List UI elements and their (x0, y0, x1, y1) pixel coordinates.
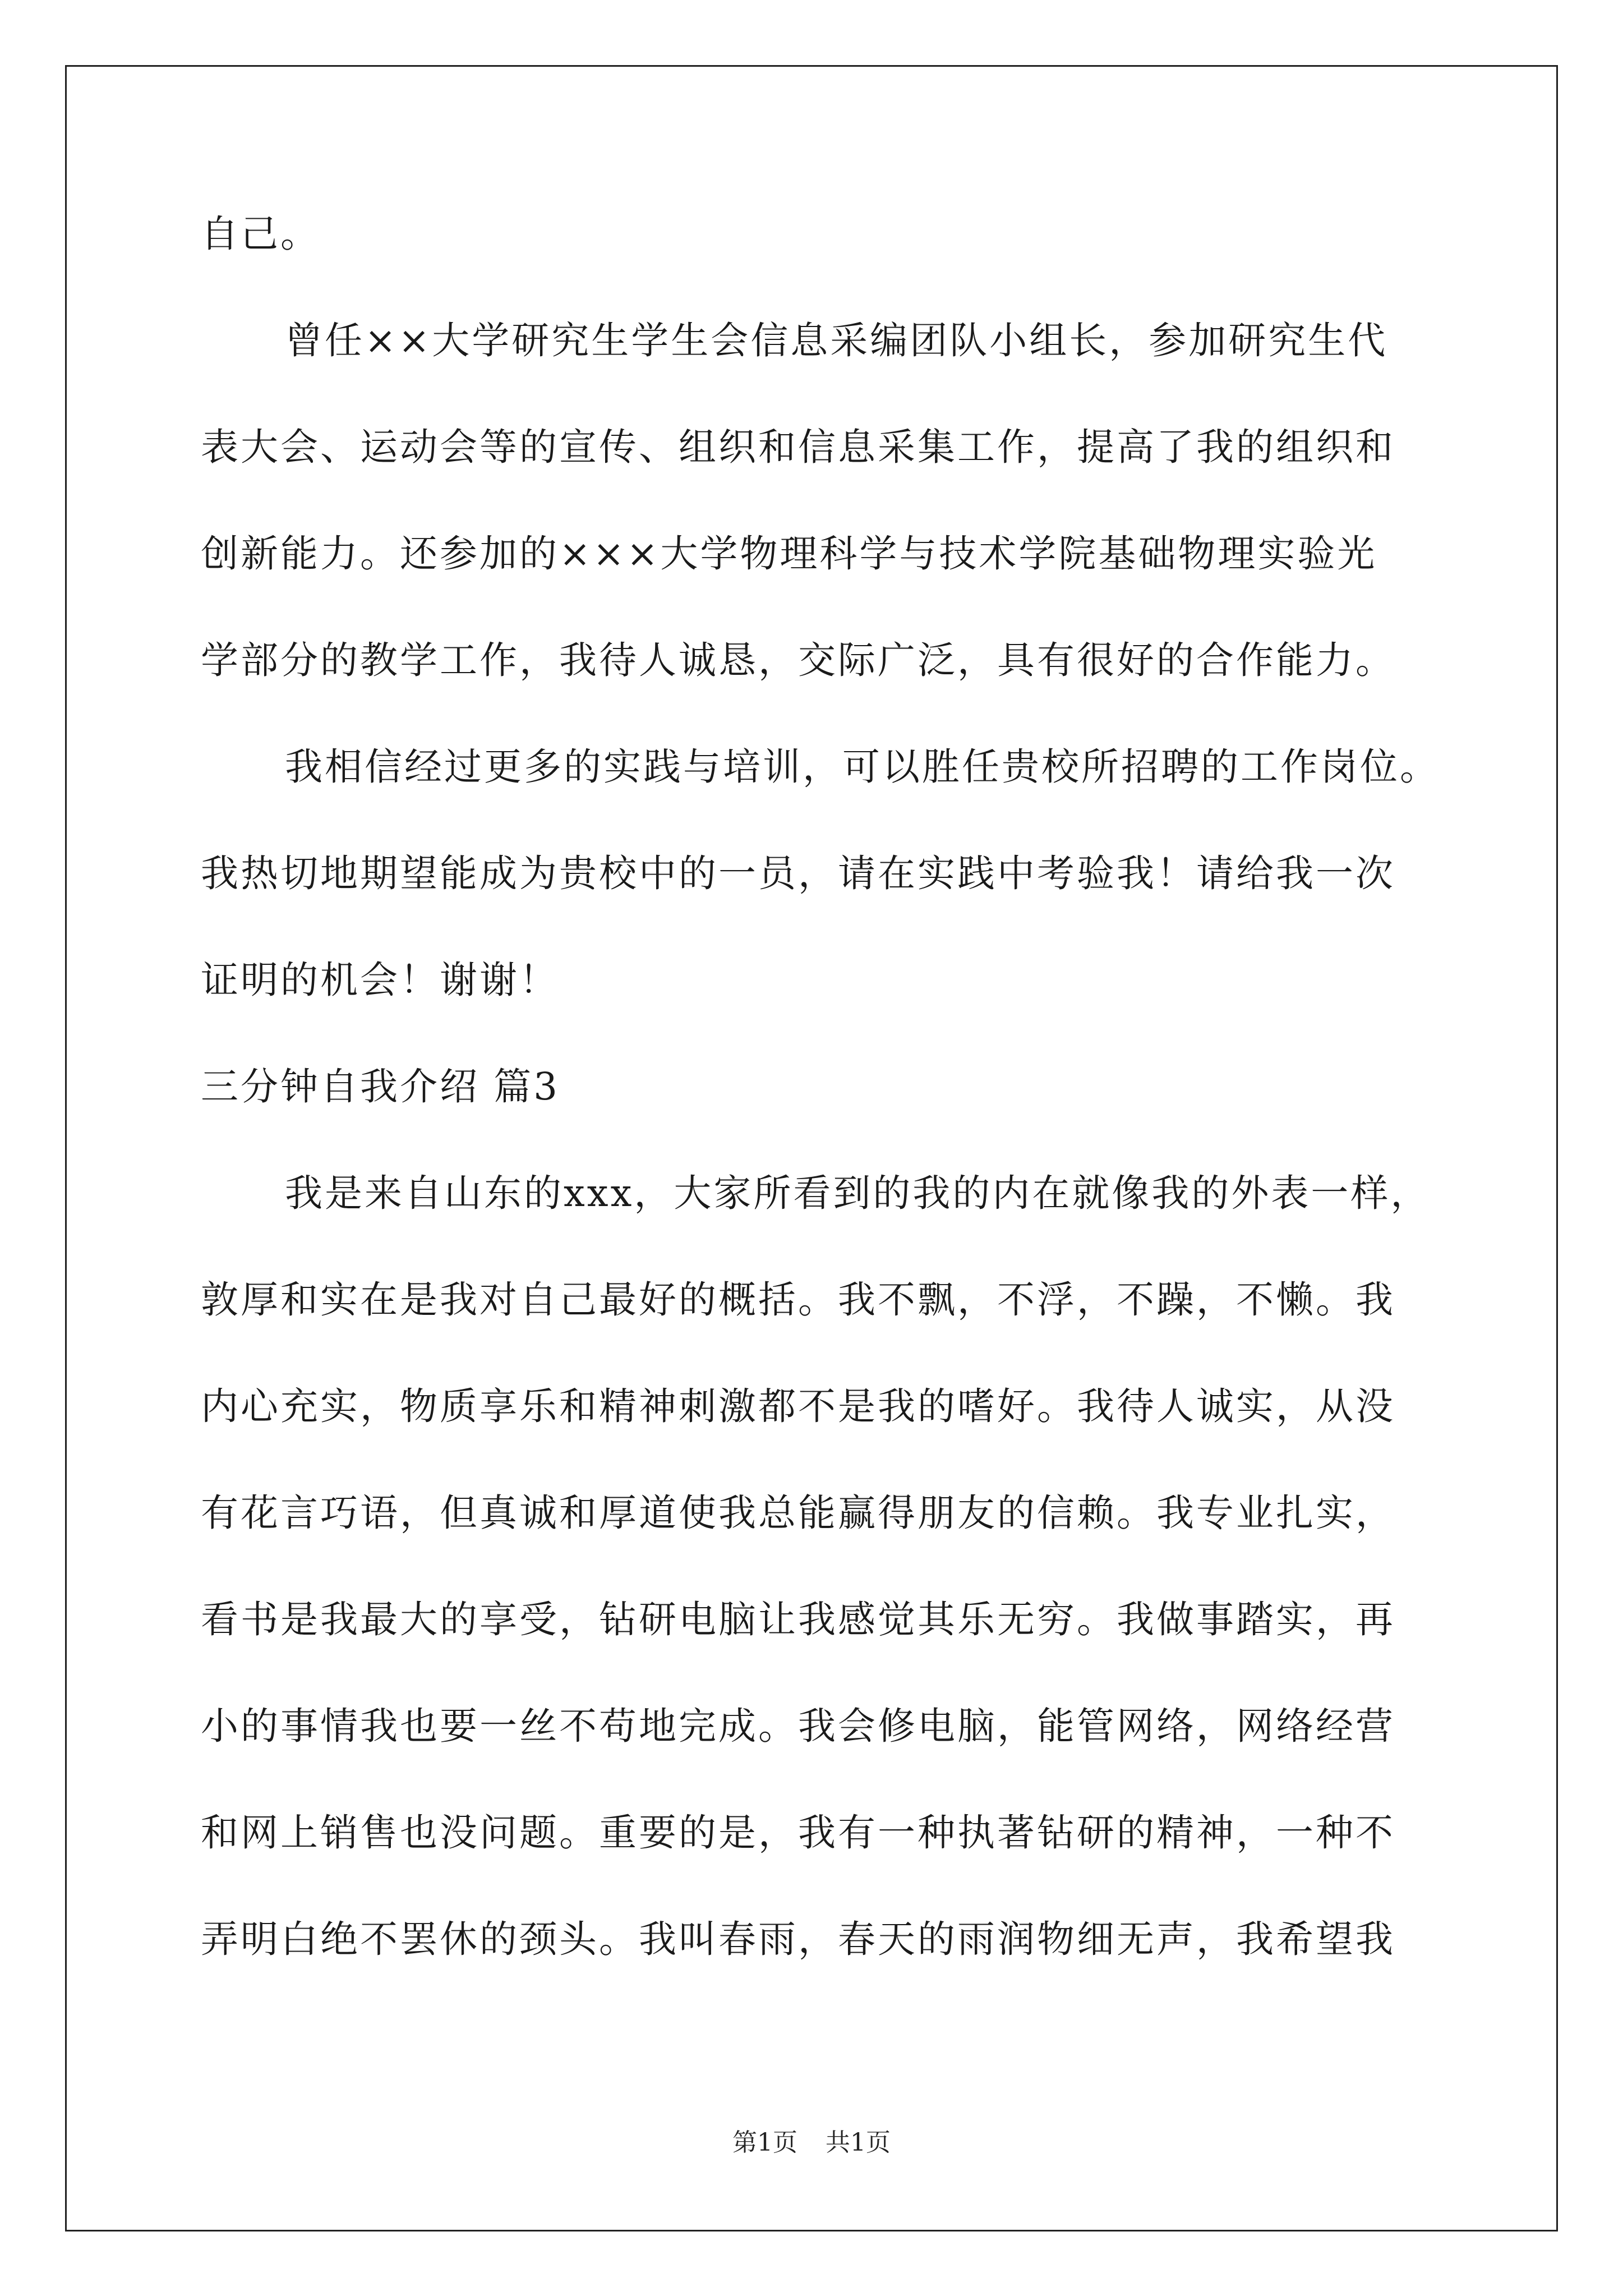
page-number: 第1页 (732, 2128, 797, 2157)
paragraph-start-line: 曾任××大学研究生学生会信息采编团队小组长，参加研究生代 (285, 319, 1388, 362)
text-line: 敦厚和实在是我对自己最好的概括。我不飘，不浮，不躁，不懒。我 (201, 1278, 1395, 1322)
text-line: 和网上销售也没问题。重要的是，我有一种执著钻研的精神，一种不 (201, 1811, 1395, 1855)
text-line: 学部分的教学工作，我待人诚恳，交际广泛，具有很好的合作能力。 (201, 638, 1395, 682)
text-line: 小的事情我也要一丝不苟地完成。我会修电脑，能管网络，网络经营 (201, 1704, 1395, 1748)
text-line: 弄明白绝不罢休的颈头。我叫春雨，春天的雨润物细无声，我希望我 (201, 1917, 1395, 1961)
text-line: 内心充实，物质享乐和精神刺激都不是我的嗜好。我待人诚实，从没 (201, 1384, 1395, 1428)
page-total: 共1页 (826, 2128, 891, 2157)
page-footer (0, 2126, 1623, 2160)
text-line: 我热切地期望能成为贵校中的一员，请在实践中考验我！请给我一次 (201, 852, 1395, 895)
paragraph-start-line: 我是来自山东的xxx，大家所看到的我的内在就像我的外表一样， (285, 1171, 1431, 1215)
text-line: 有花言巧语，但真诚和厚道使我总能赢得朋友的信赖。我专业扎实， (201, 1491, 1395, 1535)
page-border (65, 65, 1558, 2231)
text-line: 证明的机会！谢谢！ (201, 958, 559, 1002)
text-line: 自己。 (201, 212, 320, 256)
text-line: 看书是我最大的享受，钻研电脑让我感觉其乐无穷。我做事踏实，再 (201, 1598, 1395, 1641)
section-heading: 三分钟自我介绍 篇3 (201, 1065, 560, 1108)
text-line: 表大会、运动会等的宣传、组织和信息采集工作，提高了我的组织和 (201, 425, 1395, 469)
paragraph-start-line: 我相信经过更多的实践与培训，可以胜任贵校所招聘的工作岗位。 (285, 745, 1440, 789)
text-line: 创新能力。还参加的×××大学物理科学与技术学院基础物理实验光 (201, 532, 1377, 576)
